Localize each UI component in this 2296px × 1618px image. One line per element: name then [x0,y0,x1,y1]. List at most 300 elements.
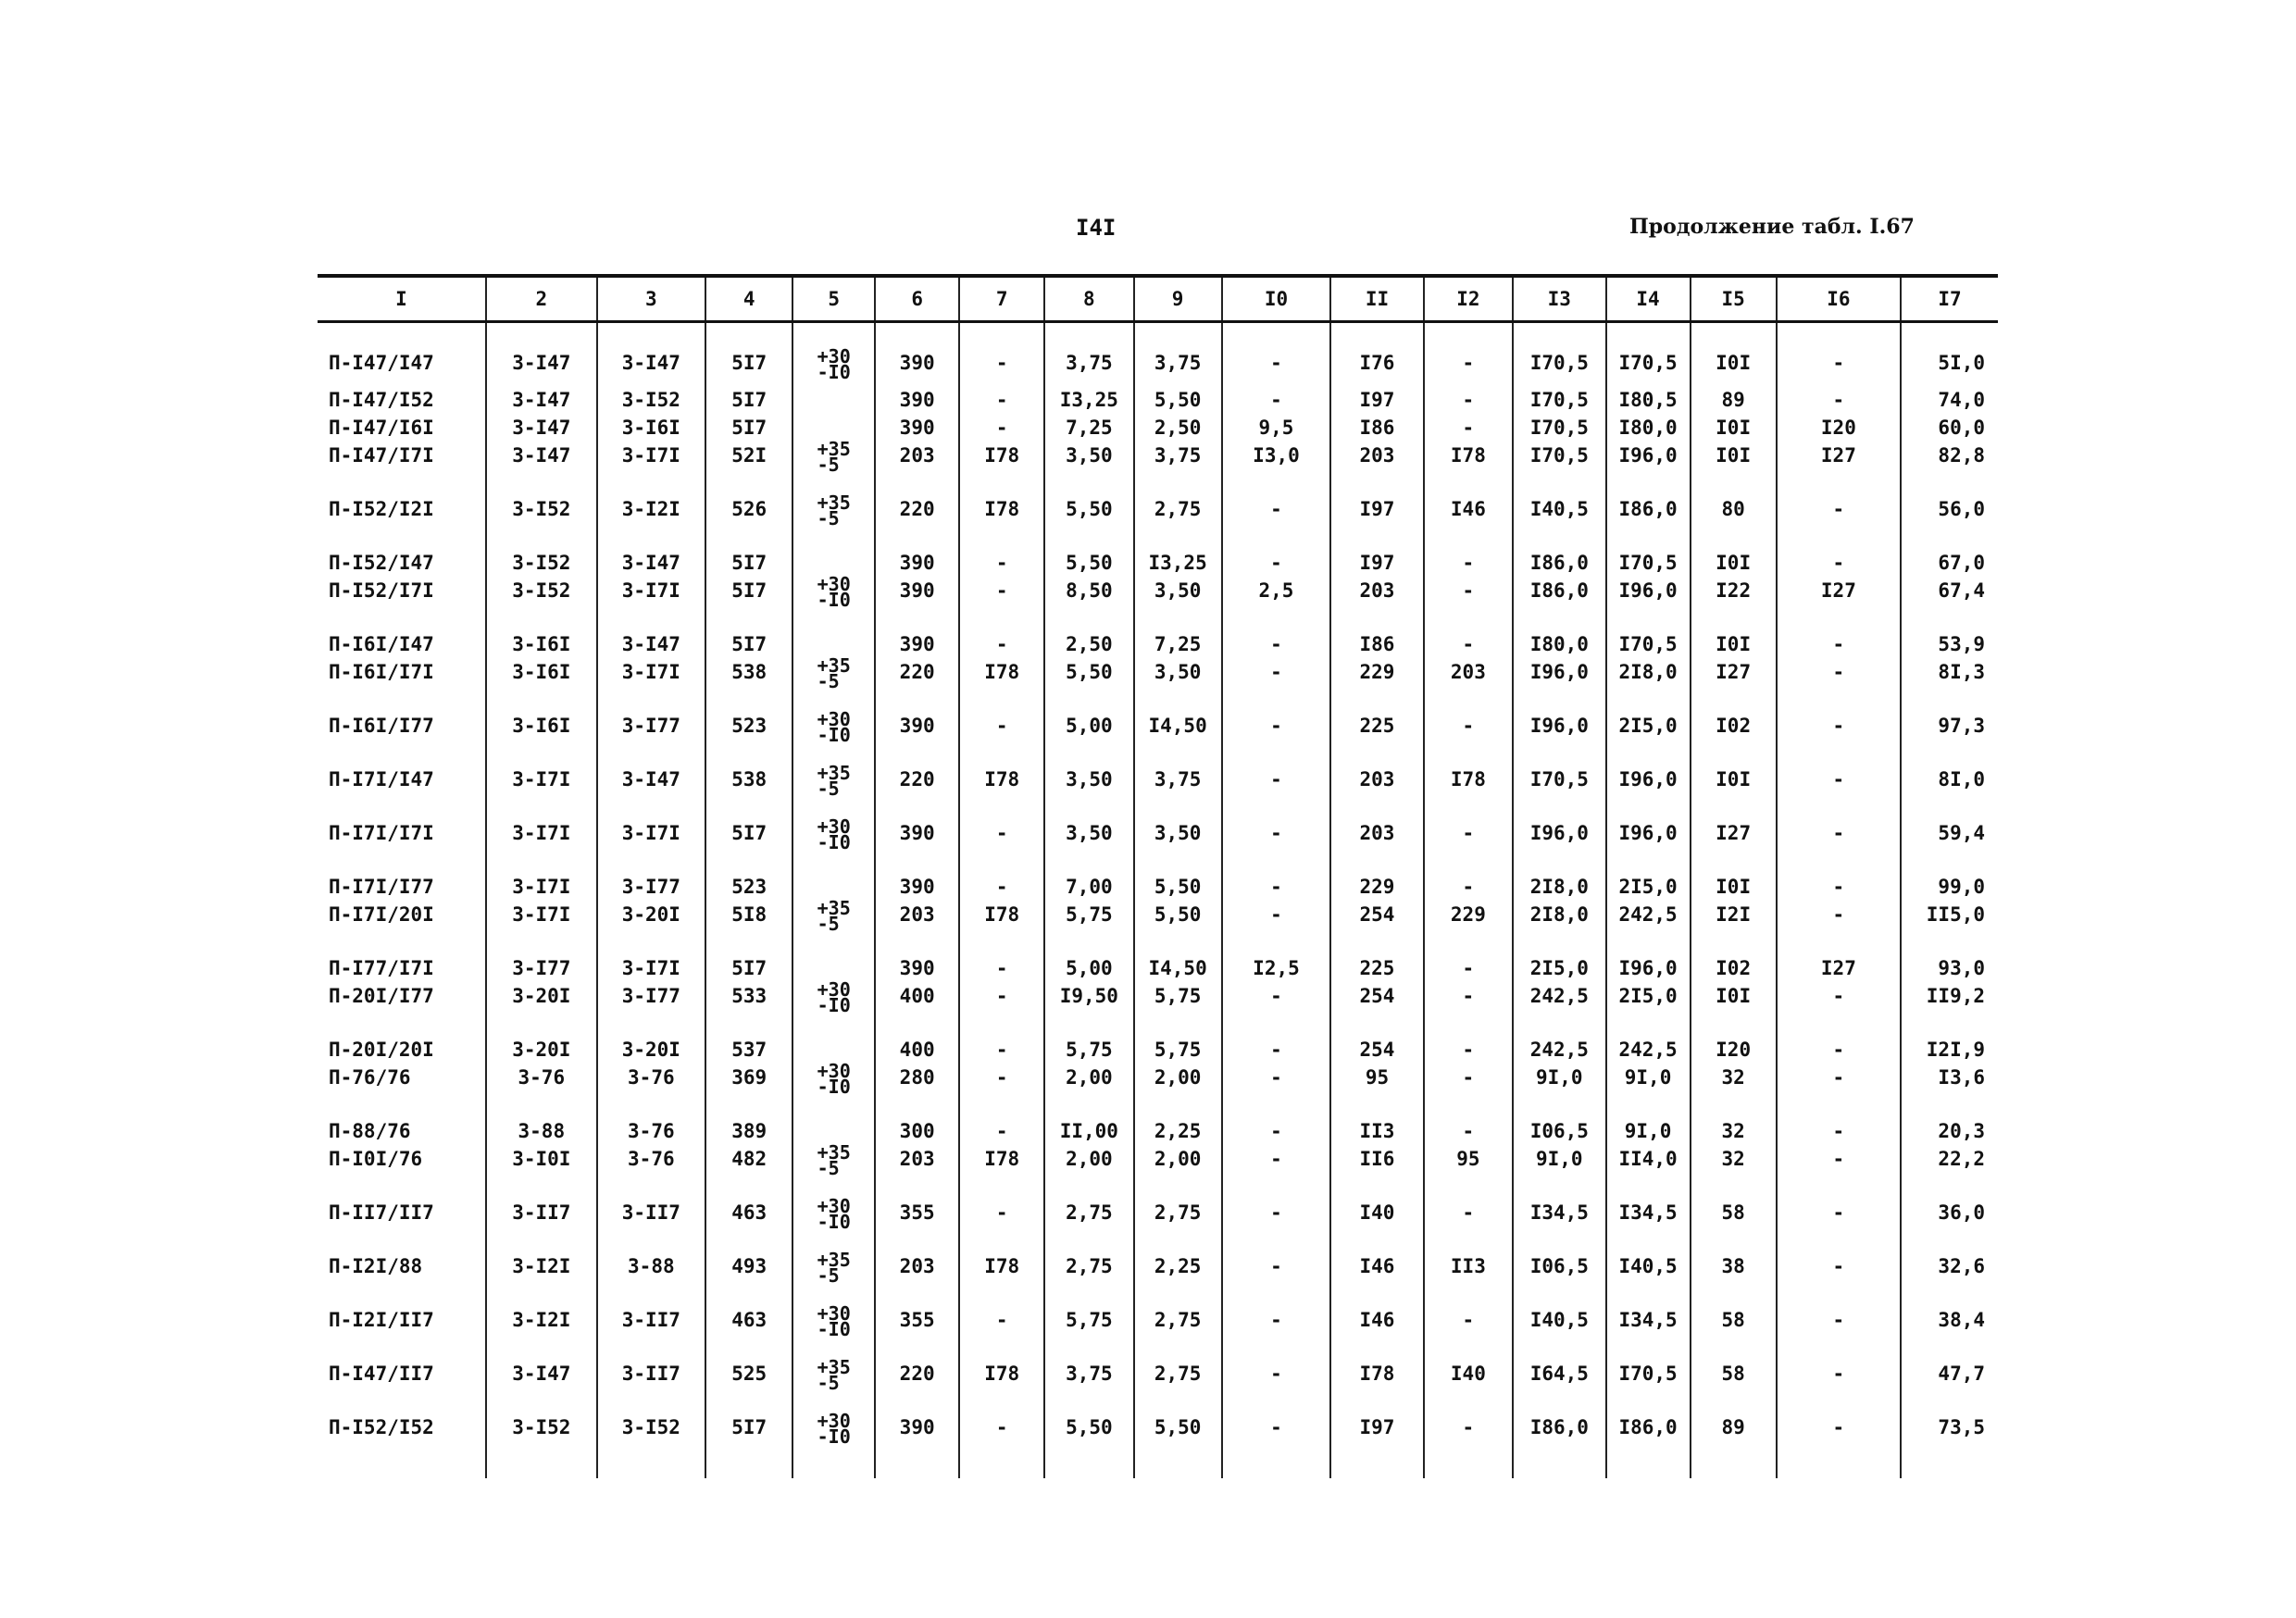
table-cell: 5I7 [705,1397,792,1478]
tolerance-value [817,1141,851,1179]
table-cell: З-II7 [597,1182,705,1236]
column-header: II [1330,276,1424,322]
table-cell: 390 [875,349,959,386]
table-cell: - [1222,803,1330,856]
table-cell: I2I,9 [1901,1019,1998,1064]
table-cell: 58 [1691,1182,1777,1236]
table-cell [792,897,875,938]
table-cell: I86,0 [1513,532,1606,577]
spacer-cell [486,322,597,350]
table-cell: I20 [1691,1019,1777,1064]
table-cell: 2I5,0 [1513,938,1606,982]
table-cell: 38,4 [1901,1289,1998,1343]
table-cell: I78 [1330,1343,1424,1397]
tolerance-value [817,573,851,611]
table-cell: 3,50 [1134,803,1222,856]
tolerance-value [817,815,851,853]
table-row [318,1343,1998,1397]
table-cell: П-I6I/I7I [329,661,434,683]
table-cell: - [1424,695,1513,749]
spacer-cell [1044,322,1133,350]
table-cell: - [1777,982,1901,1019]
table-cell: 242,5 [1513,1019,1606,1064]
table-cell: 220 [875,479,959,532]
spacer-cell [1691,322,1777,350]
table-cell: I78 [959,658,1044,695]
table-cell: 242,5 [1606,1019,1691,1064]
table-cell [792,654,875,695]
table-cell: I96,0 [1606,442,1691,479]
table-cell: П-I52/I52 [329,1416,434,1438]
table-cell: З-I7I [597,938,705,982]
table-cell: - [959,1289,1044,1343]
tolerance-upper: +30 [817,978,851,1001]
table-cell: I0I [1691,749,1777,803]
table-cell: 9,5 [1222,414,1330,442]
column-header: 5 [792,276,875,322]
table-cell: - [1424,1289,1513,1343]
table-row [318,386,1998,414]
table-cell: П-I0I/76 [329,1148,423,1170]
table-cell: - [1777,695,1901,749]
table-cell: I9,50 [1044,982,1133,1019]
table-cell: - [959,803,1044,856]
table-cell: - [1777,803,1901,856]
table-cell: - [1424,1101,1513,1145]
table-cell: I80,0 [1513,614,1606,658]
spacer-cell [1222,322,1330,350]
table-cell: З-I7I [597,577,705,614]
table-cell: П-I47/I6I [329,417,434,439]
table-cell: - [959,1064,1044,1101]
table-cell: 5,75 [1044,1289,1133,1343]
table-cell [792,1289,875,1343]
table-cell: П-I7I/I7I [329,822,434,844]
table-row [318,1019,1998,1064]
table-cell: I3,25 [1134,532,1222,577]
table-cell: 5,50 [1134,901,1222,938]
tolerance-lower: -5 [817,454,840,476]
table-cell: З-I47 [597,614,705,658]
spacer-cell [1134,322,1222,350]
table-cell: 220 [875,1343,959,1397]
table-cell: 5,75 [1134,982,1222,1019]
table-cell: I96,0 [1606,749,1691,803]
tolerance-lower: -5 [817,1157,840,1179]
table-cell: 32 [1691,1101,1777,1145]
table-cell: З-I6I [597,414,705,442]
table-cell: - [1777,1289,1901,1343]
column-header: I3 [1513,276,1606,322]
table-cell: 58 [1691,1343,1777,1397]
table-row [318,856,1998,901]
table-cell: П-76/76 [329,1066,411,1089]
table-cell: I80,0 [1606,414,1691,442]
table-cell: 2,50 [1134,414,1222,442]
data-table [318,274,1998,1478]
table-cell: I20 [1777,414,1901,442]
table-cell: З-I7I [597,803,705,856]
table-cell: З-I6I [486,658,597,695]
table-cell: - [1222,1182,1330,1236]
column-header: I5 [1691,276,1777,322]
table-cell: - [1222,1343,1330,1397]
table-cell: 56,0 [1901,479,1998,532]
spacer-cell [1777,322,1901,350]
table-cell: - [1222,695,1330,749]
data-table-container [318,274,1998,1448]
table-cell: 229 [1330,658,1424,695]
table-cell: 20,3 [1901,1101,1998,1145]
table-row [318,1182,1998,1236]
table-cell: З-I52 [597,386,705,414]
header-row [318,276,1998,322]
tolerance-upper: +30 [817,815,851,838]
tolerance-lower: -5 [817,913,840,935]
column-header: 3 [597,276,705,322]
table-cell: 220 [875,749,959,803]
column-header: 4 [705,276,792,322]
table-cell: 400 [875,982,959,1019]
table-cell: - [959,1397,1044,1478]
table-cell: З-I47 [597,349,705,386]
table-cell: - [1777,1145,1901,1182]
table-cell [792,856,875,901]
spacer-cell [1901,322,1998,350]
table-cell: 9I,0 [1606,1101,1691,1145]
table-cell: 52I [705,442,792,479]
table-cell: I2,5 [1222,938,1330,982]
table-cell: 9I,0 [1513,1064,1606,1101]
table-cell: 2I8,0 [1513,856,1606,901]
table-cell: 67,0 [1901,532,1998,577]
table-cell: - [1424,1019,1513,1064]
table-cell: П-I6I/I77 [329,715,434,737]
table-row [318,749,1998,803]
table-cell [792,1141,875,1182]
tolerance-value [817,1356,851,1394]
table-cell: П-I7I/I47 [329,768,434,790]
table-cell: - [1424,982,1513,1019]
table-cell: II9,2 [1901,982,1998,1019]
spacer-cell [1330,322,1424,350]
table-row [318,1289,1998,1343]
table-cell: 225 [1330,938,1424,982]
table-cell: - [1222,479,1330,532]
table-cell [792,978,875,1019]
table-cell: 254 [1330,1019,1424,1064]
spacer-cell [597,322,705,350]
table-cell: I70,5 [1606,532,1691,577]
table-cell: - [1777,1236,1901,1289]
table-cell: 5,00 [1044,695,1133,749]
table-cell: 5I,0 [1901,349,1998,386]
table-cell: - [1222,1397,1330,1478]
table-cell: II4,0 [1606,1145,1691,1182]
table-cell: 400 [875,1019,959,1064]
table-cell: I46 [1424,479,1513,532]
table-cell: 5I7 [705,532,792,577]
column-header: 7 [959,276,1044,322]
table-cell: 355 [875,1289,959,1343]
table-cell: 5,50 [1044,532,1133,577]
table-cell: З-I7I [597,442,705,479]
spacer-cell [318,322,486,350]
column-header: I4 [1606,276,1691,322]
table-cell: I34,5 [1606,1289,1691,1343]
table-cell: I70,5 [1513,749,1606,803]
table-cell: I86 [1330,614,1424,658]
table-cell: II,00 [1044,1101,1133,1145]
table-cell: - [1424,1397,1513,1478]
tolerance-lower: -I0 [817,361,851,383]
table-cell: 47,7 [1901,1343,1998,1397]
table-cell: I4,50 [1134,938,1222,982]
column-header: I0 [1222,276,1330,322]
table-cell: - [1424,349,1513,386]
table-cell: 80 [1691,479,1777,532]
table-cell: 493 [705,1236,792,1289]
table-cell: 2,25 [1134,1101,1222,1145]
table-cell: 254 [1330,901,1424,938]
table-cell: - [1222,1236,1330,1289]
table-cell: 5I7 [705,938,792,982]
table-cell: - [959,982,1044,1019]
table-cell: - [1222,856,1330,901]
table-cell: 300 [875,1101,959,1145]
table-cell: - [1777,614,1901,658]
tolerance-lower: -I0 [817,994,851,1016]
table-row [318,1145,1998,1182]
spacer-cell [959,322,1044,350]
table-cell: З-I2I [486,1236,597,1289]
table-cell: П-I47/I47 [329,352,434,374]
table-cell: З-I47 [486,414,597,442]
table-cell: 74,0 [1901,386,1998,414]
table-cell: I96,0 [1606,577,1691,614]
table-cell: З-76 [597,1064,705,1101]
table-row [318,1397,1998,1478]
table-cell: 203 [875,901,959,938]
table-cell: 73,5 [1901,1397,1998,1478]
tolerance-value [817,1060,851,1098]
table-cell: I46 [1330,1236,1424,1289]
table-cell: - [1777,386,1901,414]
table-cell: I96,0 [1513,695,1606,749]
table-cell: З-II7 [597,1289,705,1343]
table-cell: 5,75 [1134,1019,1222,1064]
table-cell: З-I6I [486,695,597,749]
table-cell [792,1019,875,1064]
table-cell: 3,50 [1134,577,1222,614]
table-cell: I96,0 [1606,803,1691,856]
table-cell: 89 [1691,386,1777,414]
table-cell: I4,50 [1134,695,1222,749]
table-cell: 8I,0 [1901,749,1998,803]
table-cell [792,1060,875,1101]
table-cell: 5I8 [705,901,792,938]
table-cell: I3,25 [1044,386,1133,414]
tolerance-upper: +35 [817,492,851,514]
table-cell: - [1424,1064,1513,1101]
table-row [318,532,1998,577]
table-cell: 2,50 [1044,614,1133,658]
table-cell: - [1777,1182,1901,1236]
table-cell: 390 [875,803,959,856]
spacer-cell [1513,322,1606,350]
table-cell: 60,0 [1901,414,1998,442]
table-cell: П-I52/I7I [329,579,434,602]
table-cell: 5I7 [705,349,792,386]
table-cell: I02 [1691,695,1777,749]
table-cell: 5,50 [1134,856,1222,901]
table-cell: - [959,938,1044,982]
table-cell: 5I7 [705,577,792,614]
tolerance-lower: -5 [817,778,840,800]
table-cell: 3,75 [1134,442,1222,479]
table-cell: I2I [1691,901,1777,938]
table-row [318,1101,1998,1145]
tolerance-upper: +30 [817,573,851,595]
table-cell: З-20I [486,1019,597,1064]
column-header: I6 [1777,276,1901,322]
table-cell: I97 [1330,532,1424,577]
table-cell: I70,5 [1513,349,1606,386]
table-cell: 482 [705,1145,792,1182]
table-cell: 2,75 [1134,1289,1222,1343]
table-cell: I06,5 [1513,1236,1606,1289]
table-cell: - [959,386,1044,414]
table-cell: - [959,1182,1044,1236]
table-cell: З-I7I [597,658,705,695]
table-cell: I97 [1330,386,1424,414]
tolerance-upper: +30 [817,1302,851,1325]
table-cell: 390 [875,695,959,749]
table-cell: З-88 [597,1236,705,1289]
table-cell: З-I47 [597,532,705,577]
table-cell: - [1222,982,1330,1019]
table-cell: 526 [705,479,792,532]
table-cell: - [1222,349,1330,386]
table-cell: З-I47 [486,1343,597,1397]
table-cell: 538 [705,658,792,695]
table-cell: I0I [1691,614,1777,658]
tolerance-value [817,438,851,476]
table-cell [792,1182,875,1236]
table-cell: 5,75 [1044,1019,1133,1064]
tolerance-upper: +35 [817,1141,851,1164]
table-cell: 463 [705,1289,792,1343]
table-cell: 3,50 [1044,749,1133,803]
table-cell [792,386,875,414]
table-cell [792,345,875,386]
table-cell: - [1222,1019,1330,1064]
table-cell: 254 [1330,982,1424,1019]
table-cell: 390 [875,856,959,901]
page-number: I4I [1076,215,1117,241]
table-cell: 2I8,0 [1606,658,1691,695]
table-cell: II6 [1330,1145,1424,1182]
table-cell: I27 [1777,442,1901,479]
table-cell: 2,00 [1134,1064,1222,1101]
table-cell: I34,5 [1513,1182,1606,1236]
table-cell: - [1777,749,1901,803]
table-cell: 203 [1330,803,1424,856]
table-cell: I0I [1691,856,1777,901]
tolerance-lower: -I0 [817,724,851,746]
table-cell: I34,5 [1606,1182,1691,1236]
table-cell: - [1777,532,1901,577]
table-cell: 242,5 [1606,901,1691,938]
table-row [318,658,1998,695]
tolerance-lower: -I0 [817,1425,851,1448]
table-cell: 5I7 [705,803,792,856]
table-cell: 2I5,0 [1606,695,1691,749]
table-cell: П-I52/I2I [329,498,434,520]
table-cell: 523 [705,856,792,901]
table-cell: I70,5 [1606,1343,1691,1397]
spacer-cell [705,322,792,350]
table-cell: П-I47/II7 [329,1363,434,1385]
table-cell: З-I2I [486,1289,597,1343]
table-cell: 538 [705,749,792,803]
table-cell: З-II7 [597,1343,705,1397]
table-cell: 525 [705,1343,792,1397]
table-cell: - [1777,856,1901,901]
table-cell: - [1222,1101,1330,1145]
table-cell: З-I47 [486,386,597,414]
table-cell: I86,0 [1513,577,1606,614]
table-cell: 390 [875,1397,959,1478]
spacer-cell [1606,322,1691,350]
table-cell: - [959,349,1044,386]
table-body [318,322,1998,1479]
table-cell: - [1222,386,1330,414]
table-cell: 203 [875,1145,959,1182]
table-cell: 3,75 [1044,349,1133,386]
tolerance-lower: -I0 [817,1076,851,1098]
table-cell: 2I8,0 [1513,901,1606,938]
table-cell: - [1222,901,1330,938]
table-cell: П-II7/II7 [329,1201,434,1224]
table-cell: I78 [1424,749,1513,803]
table-cell: П-I77/I7I [329,957,434,979]
table-cell: - [1777,349,1901,386]
table-cell: 369 [705,1064,792,1101]
table-cell: - [959,1101,1044,1145]
table-cell: П-88/76 [329,1120,411,1142]
table-cell: - [959,1019,1044,1064]
column-header: I2 [1424,276,1513,322]
table-cell: - [959,532,1044,577]
table-cell: 5I7 [705,386,792,414]
table-continuation-caption: Продолжение табл. I.67 [1629,215,1915,239]
table-cell: - [1424,577,1513,614]
tolerance-lower: -5 [817,670,840,692]
table-cell: - [959,856,1044,901]
table-cell: I0I [1691,349,1777,386]
table-cell: 390 [875,614,959,658]
table-cell: 229 [1424,901,1513,938]
table-cell: 355 [875,1182,959,1236]
table-cell: З-I2I [597,479,705,532]
tolerance-value [817,708,851,746]
table-cell: 242,5 [1513,982,1606,1019]
tolerance-value [817,492,851,529]
table-cell: - [1424,386,1513,414]
table-cell: - [1222,532,1330,577]
table-cell: З-I52 [486,1397,597,1478]
